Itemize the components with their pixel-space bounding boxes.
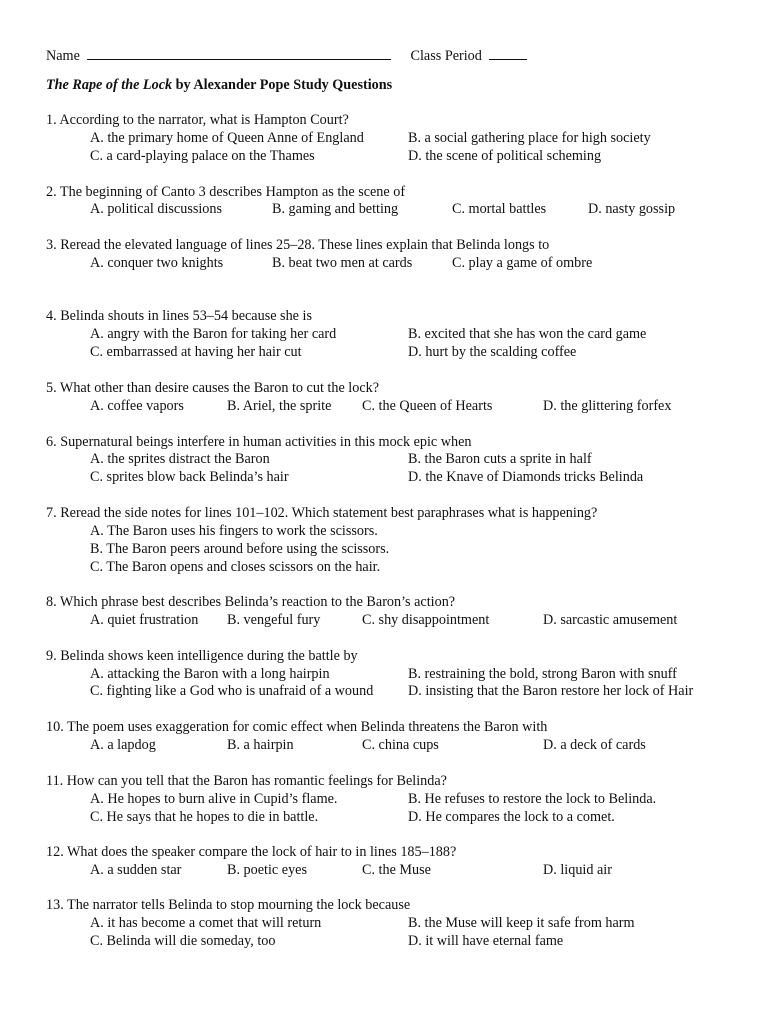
answer-option: C. play a game of ombre xyxy=(452,255,593,271)
answer-option: B. restraining the bold, strong Baron with snuff xyxy=(408,666,677,682)
answer-option: C. The Baron opens and closes scissors on the hair. xyxy=(90,559,381,575)
answer-option: D. a deck of cards xyxy=(543,737,646,753)
answer-option: D. it will have eternal fame xyxy=(408,933,564,949)
answer-option: B. beat two men at cards xyxy=(272,255,413,271)
answer-option: A. coffee vapors xyxy=(90,398,184,414)
answer-option: A. attacking the Baron with a long hairpin xyxy=(90,666,330,682)
answer-option: A. political discussions xyxy=(90,201,223,217)
answer-option: B. The Baron peers around before using the scissors. xyxy=(90,541,390,557)
name-row xyxy=(46,47,527,65)
answer-option: A. The Baron uses his fingers to work the scissors. xyxy=(90,523,378,539)
question-stem: 6. Supernatural beings interfere in human activities in this mock epic when xyxy=(46,434,472,450)
answer-option: B. poetic eyes xyxy=(227,862,307,878)
answer-option: C. Belinda will die someday, too xyxy=(90,933,276,949)
name-label: Name xyxy=(46,48,80,64)
answer-option: A. conquer two knights xyxy=(90,255,224,271)
answer-option: C. china cups xyxy=(362,737,439,753)
question-stem: 1. According to the narrator, what is Hampton Court? xyxy=(46,112,349,128)
answer-option: D. He compares the lock to a comet. xyxy=(408,809,615,825)
question-stem: 8. Which phrase best describes Belinda’s reaction to the Baron’s action? xyxy=(46,594,456,610)
answer-option: A. He hopes to burn alive in Cupid’s flame. xyxy=(90,791,338,807)
answer-option: B. the Baron cuts a sprite in half xyxy=(408,451,592,467)
answer-option: A. the primary home of Queen Anne of England xyxy=(90,130,364,146)
answer-option: C. fighting like a God who is unafraid of a wound xyxy=(90,683,374,699)
answer-option: B. a social gathering place for high society xyxy=(408,130,651,146)
answer-option: D. the Knave of Diamonds tricks Belinda xyxy=(408,469,644,485)
answer-option: C. the Muse xyxy=(362,862,431,878)
answer-option: D. nasty gossip xyxy=(588,201,676,217)
answer-option: C. He says that he hopes to die in battle. xyxy=(90,809,319,825)
title-rest: by Alexander Pope Study Questions xyxy=(172,77,393,93)
answer-option: C. embarrassed at having her hair cut xyxy=(90,344,302,360)
answer-option: B. He refuses to restore the lock to Belinda. xyxy=(408,791,657,807)
answer-option: D. hurt by the scalding coffee xyxy=(408,344,577,360)
question-stem: 13. The narrator tells Belinda to stop mourning the lock because xyxy=(46,897,411,913)
question-stem: 4. Belinda shouts in lines 53–54 because she is xyxy=(46,308,312,324)
question-stem: 7. Reread the side notes for lines 101–102. Which statement best paraphrases what is happening? xyxy=(46,505,598,521)
answer-option: C. shy disappointment xyxy=(362,612,490,628)
page-title xyxy=(46,76,392,94)
answer-option: B. Ariel, the sprite xyxy=(227,398,332,414)
answer-option: D. the scene of political scheming xyxy=(408,148,602,164)
answer-option: B. excited that she has won the card game xyxy=(408,326,647,342)
answer-option: B. gaming and betting xyxy=(272,201,399,217)
answer-option: C. a card-playing palace on the Thames xyxy=(90,148,315,164)
answer-option: D. liquid air xyxy=(543,862,612,878)
answer-option: A. quiet frustration xyxy=(90,612,199,628)
answer-option: A. a lapdog xyxy=(90,737,156,753)
answer-option: D. insisting that the Baron restore her lock of Hair xyxy=(408,683,694,699)
answer-option: C. the Queen of Hearts xyxy=(362,398,493,414)
answer-option: C. sprites blow back Belinda’s hair xyxy=(90,469,289,485)
answer-option: B. vengeful fury xyxy=(227,612,321,628)
class-period-label: Class Period xyxy=(410,48,482,64)
answer-option: D. the glittering forfex xyxy=(543,398,672,414)
question-stem: 11. How can you tell that the Baron has romantic feelings for Belinda? xyxy=(46,773,447,789)
question-stem: 10. The poem uses exaggeration for comic effect when Belinda threatens the Baron with xyxy=(46,719,548,735)
answer-option: C. mortal battles xyxy=(452,201,547,217)
question-stem: 3. Reread the elevated language of lines 25–28. These lines explain that Belinda longs to xyxy=(46,237,550,253)
title-work: The Rape of the Lock xyxy=(46,77,173,93)
name-blank xyxy=(87,47,391,60)
question-stem: 5. What other than desire causes the Baron to cut the lock? xyxy=(46,380,380,396)
question-stem: 12. What does the speaker compare the lock of hair to in lines 185–188? xyxy=(46,844,457,860)
answer-option: A. a sudden star xyxy=(90,862,182,878)
question-stem: 2. The beginning of Canto 3 describes Hampton as the scene of xyxy=(46,184,406,200)
answer-option: A. the sprites distract the Baron xyxy=(90,451,270,467)
answer-option: B. the Muse will keep it safe from harm xyxy=(408,915,635,931)
answer-option: D. sarcastic amusement xyxy=(543,612,678,628)
answer-option: B. a hairpin xyxy=(227,737,294,753)
answer-option: A. angry with the Baron for taking her card xyxy=(90,326,337,342)
class-period-blank xyxy=(489,47,527,60)
question-stem: 9. Belinda shows keen intelligence during the battle by xyxy=(46,648,358,664)
answer-option: A. it has become a comet that will return xyxy=(90,915,322,931)
